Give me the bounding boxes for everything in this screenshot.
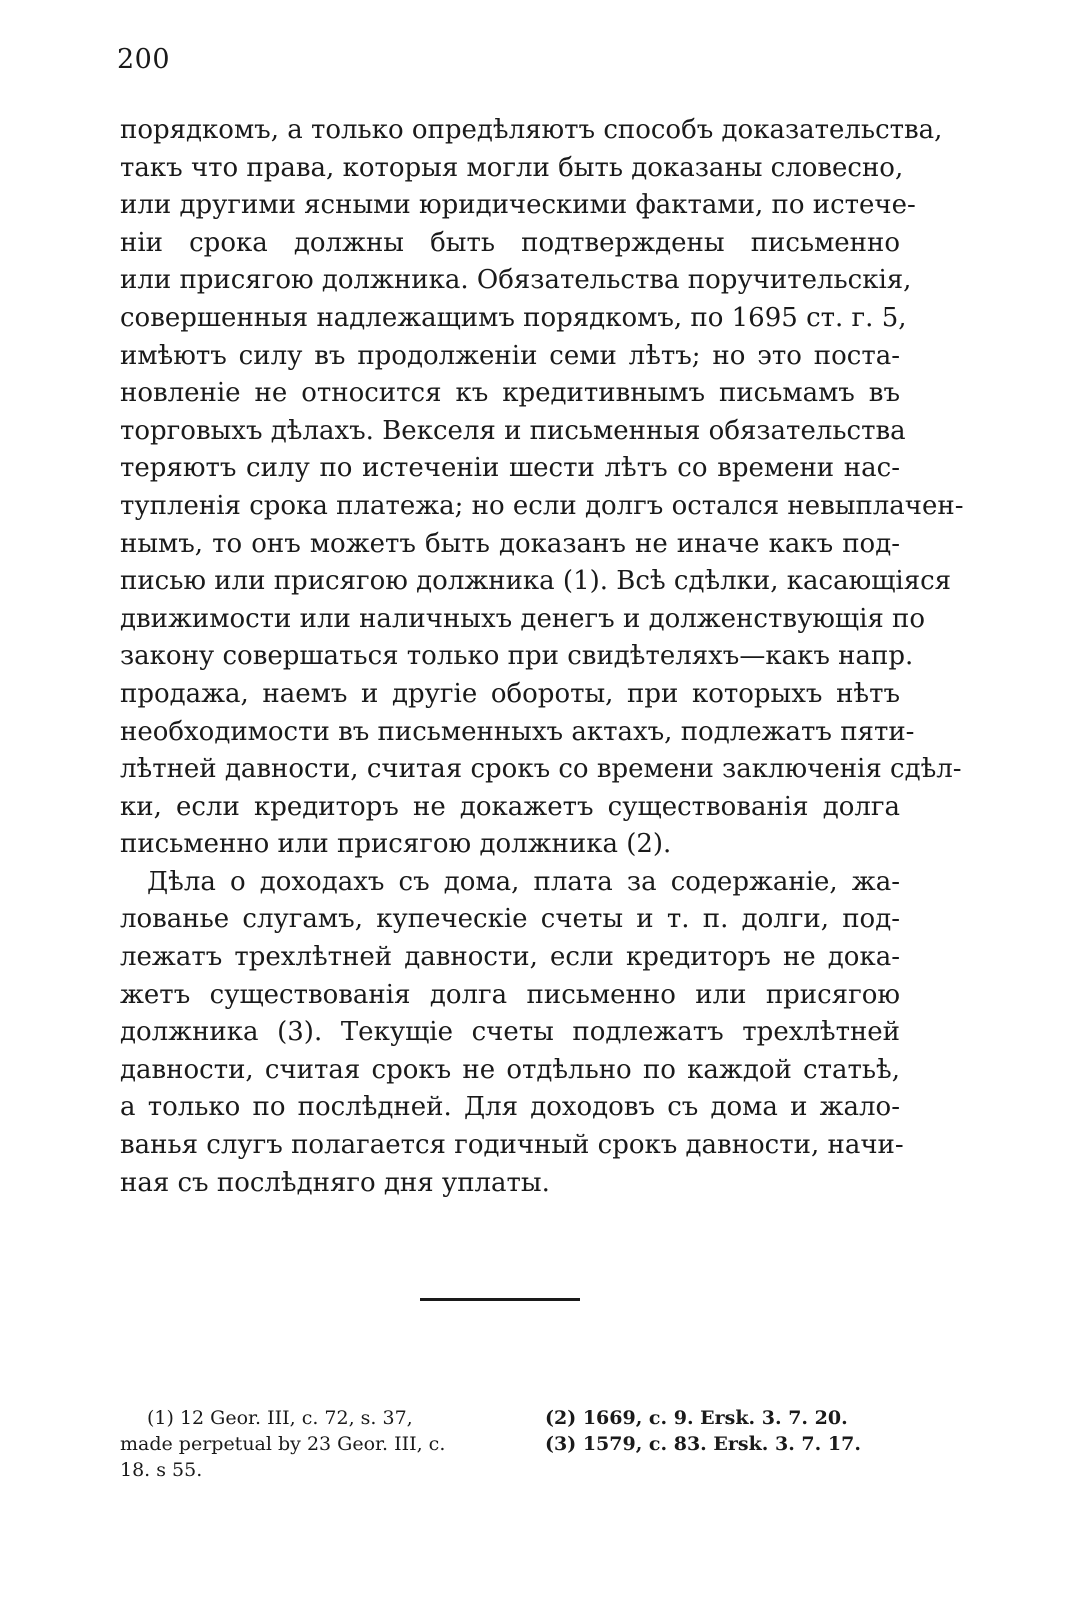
- footnote-line: 18. s 55.: [120, 1459, 203, 1481]
- body-text: [120, 112, 964, 1202]
- text-line: ванья слугъ полагается годичный срокъ давности, начи-: [120, 1130, 904, 1161]
- text-line: такъ что права, которыя могли быть доказаны словесно,: [120, 152, 904, 183]
- text-line: лежатъ трехлѣтней давности, если кредиторъ не дока-: [120, 942, 900, 973]
- text-line: жетъ существованія долга письменно или присягою: [120, 979, 900, 1010]
- footnote-line: (3) 1579, c. 83. Ersk. 3. 7. 17.: [545, 1433, 861, 1455]
- text-line: тупленія срока платежа; но если долгъ остался невыплачен-: [120, 490, 964, 521]
- text-line: имѣютъ силу въ продолженіи семи лѣтъ; но это поста-: [120, 340, 900, 371]
- text-line: Дѣла о доходахъ съ дома, плата за содержаніе, жа-: [147, 866, 900, 897]
- text-line: лованье слугамъ, купеческіе счеты и т. п. долги, под-: [120, 904, 900, 935]
- page-number: 200: [117, 44, 171, 75]
- footnotes-right-column: [545, 1405, 905, 1457]
- text-line: закону совершаться только при свидѣтеляхъ—какъ напр.: [120, 641, 914, 672]
- text-line: ки, если кредиторъ не докажетъ существованія долга: [120, 791, 900, 822]
- text-line: а только по послѣдней. Для доходовъ съ дома и жало-: [120, 1092, 900, 1123]
- footnote-line: (1) 12 Geor. III, c. 72, s. 37,: [147, 1407, 413, 1429]
- text-line: ніи срока должны быть подтверждены письменно: [120, 227, 900, 258]
- text-line: давности, считая срокъ не отдѣльно по каждой статьѣ,: [120, 1054, 900, 1085]
- text-line: или другими ясными юридическими фактами, по истече-: [120, 190, 916, 221]
- text-line: торговыхъ дѣлахъ. Векселя и письменныя обязательства: [120, 415, 906, 446]
- text-line: продажа, наемъ и другіе обороты, при которыхъ нѣтъ: [120, 678, 900, 709]
- section-separator: [420, 1298, 580, 1301]
- text-line: нымъ, то онъ можетъ быть доказанъ не иначе какъ под-: [120, 528, 900, 559]
- footnotes-left-column: [120, 1405, 510, 1483]
- text-line: письменно или присягою должника (2).: [120, 829, 672, 860]
- text-line: новленіе не относится къ кредитивнымъ письмамъ въ: [120, 378, 900, 409]
- text-line: совершенныя надлежащимъ порядкомъ, по 1695 ст. г. 5,: [120, 302, 907, 333]
- text-line: необходимости въ письменныхъ актахъ, подлежатъ пяти-: [120, 716, 915, 747]
- text-line: порядкомъ, а только опредѣляютъ способъ доказательства,: [120, 115, 943, 145]
- text-line: должника (3). Текущіе счеты подлежатъ трехлѣтней: [120, 1017, 900, 1048]
- footnote-line: (2) 1669, c. 9. Ersk. 3. 7. 20.: [545, 1407, 848, 1429]
- text-line: писью или присягою должника (1). Всѣ сдѣлки, касающіяся: [120, 566, 952, 597]
- footnote-line: made perpetual by 23 Geor. III, c.: [120, 1433, 446, 1455]
- text-line: или присягою должника. Обязательства поручительскія,: [120, 265, 912, 296]
- text-line: движимости или наличныхъ денегъ и долженствующія по: [120, 603, 926, 634]
- text-line: лѣтней давности, считая срокъ со времени заключенія сдѣл-: [120, 754, 962, 785]
- text-line: ная съ послѣдняго дня уплаты.: [120, 1167, 550, 1198]
- text-line: теряютъ силу по истеченіи шести лѣтъ со времени нас-: [120, 453, 900, 484]
